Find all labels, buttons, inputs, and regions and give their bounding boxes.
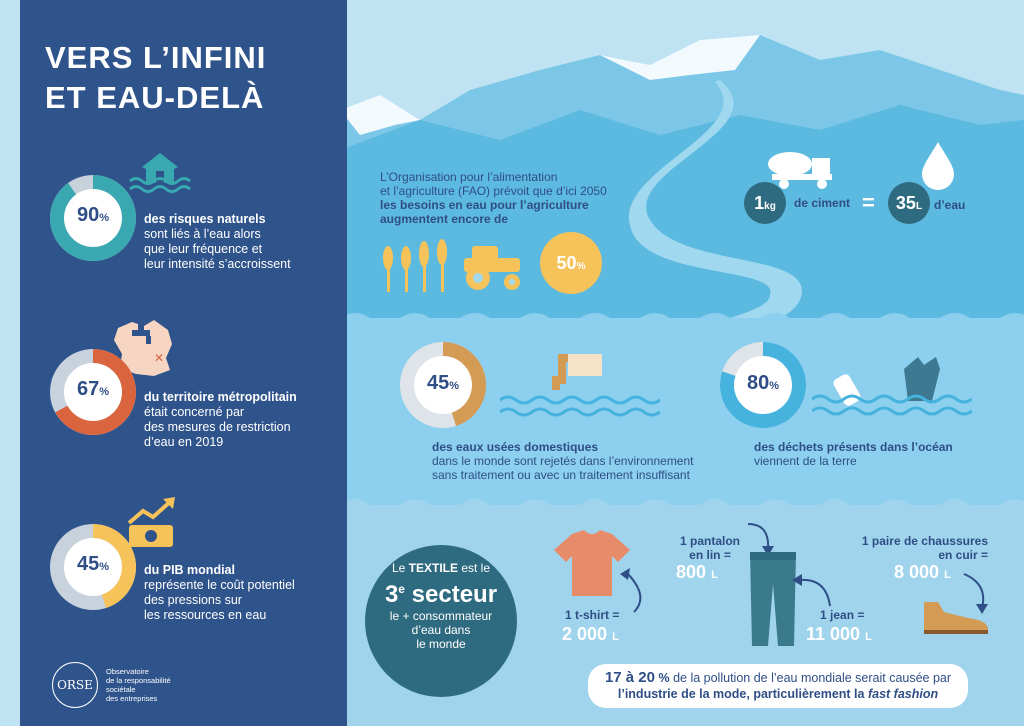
jean-value: 11 000 L <box>806 624 872 644</box>
stat3-value-label: 45% <box>76 553 110 575</box>
cement-water-badge: 35L <box>888 182 930 224</box>
cement-qty-badge: 1kg <box>744 182 786 224</box>
textile-badge: Le TEXTILE est le 3e secteur le + consommateur d’eau dans le monde <box>365 545 517 697</box>
tshirt-label: 1 t-shirt = <box>565 608 620 622</box>
stat1-text: des risques naturels sont liés à l’eau alors que leur fréquence et leur intensité s’accroissent <box>144 212 291 271</box>
sewage-pipe-icon <box>500 350 660 420</box>
orse-logo-text: Observatoire de la responsabilité sociétale des entreprises <box>106 667 171 703</box>
stat1-value-label: 90% <box>76 204 110 226</box>
cement-truck-icon <box>766 148 838 190</box>
plastic-waste-icon <box>812 355 972 420</box>
fao-text: L’Organisation pour l’alimentation et l’agriculture (FAO) prévoit que d’ici 2050 les besoins en eau pour l’agriculture augmentent encore de <box>380 170 607 226</box>
tractor-icon <box>464 246 520 290</box>
pants-label: 1 pantalon en lin = <box>679 534 740 562</box>
shoes-label: 1 paire de chaussures en cuir = <box>861 534 988 562</box>
equals-sign: = <box>862 190 875 215</box>
stat2-value-label: 67% <box>76 378 110 400</box>
flooded-house-icon <box>128 145 198 195</box>
stat3-text: du PIB mondial représente le coût potentiel des pressions sur les ressources en eau <box>144 563 295 622</box>
jean-label: 1 jean = <box>820 608 865 622</box>
shoes-value: 8 000 L <box>894 562 951 582</box>
wastewater-value-label: 45% <box>426 372 460 394</box>
title-line-2: ET EAU-DELÀ <box>45 80 265 115</box>
cement-label: de ciment <box>794 196 851 210</box>
orse-logo: ORSE <box>52 662 98 708</box>
wastewater-text: des eaux usées domestiques dans le monde sont rejetés dans l’environnement sans traitement ou avec un traitement insuffisant <box>432 440 694 482</box>
fao-value-badge: 50% <box>540 232 602 294</box>
page-title <box>45 38 266 118</box>
water-drop-icon <box>918 140 958 190</box>
pants-value: 800 L <box>676 562 718 582</box>
ocean-text: des déchets présents dans l’océan viennent de la terre <box>754 440 953 468</box>
arrow-jean <box>790 570 840 610</box>
leather-shoe-icon <box>920 598 992 638</box>
ocean-value-label: 80% <box>746 372 780 394</box>
fashion-pollution-box: 17 à 20 % de la pollution de l’eau mondiale serait causée par l’industrie de la mode, particulièrement la fast fashion <box>588 664 968 708</box>
arrow-tshirt <box>614 566 654 616</box>
wheat-icon <box>383 239 447 292</box>
title-line-1: VERS L’INFINI <box>45 40 267 75</box>
cement-water-label: d’eau <box>934 198 966 212</box>
stat2-text: du territoire métropolitain était concerné par des mesures de restriction d’eau en 2019 <box>144 390 297 449</box>
svg-text:✕: ✕ <box>154 351 165 365</box>
tshirt-value: 2 000 L <box>562 624 619 644</box>
agriculture-icons <box>378 238 528 294</box>
